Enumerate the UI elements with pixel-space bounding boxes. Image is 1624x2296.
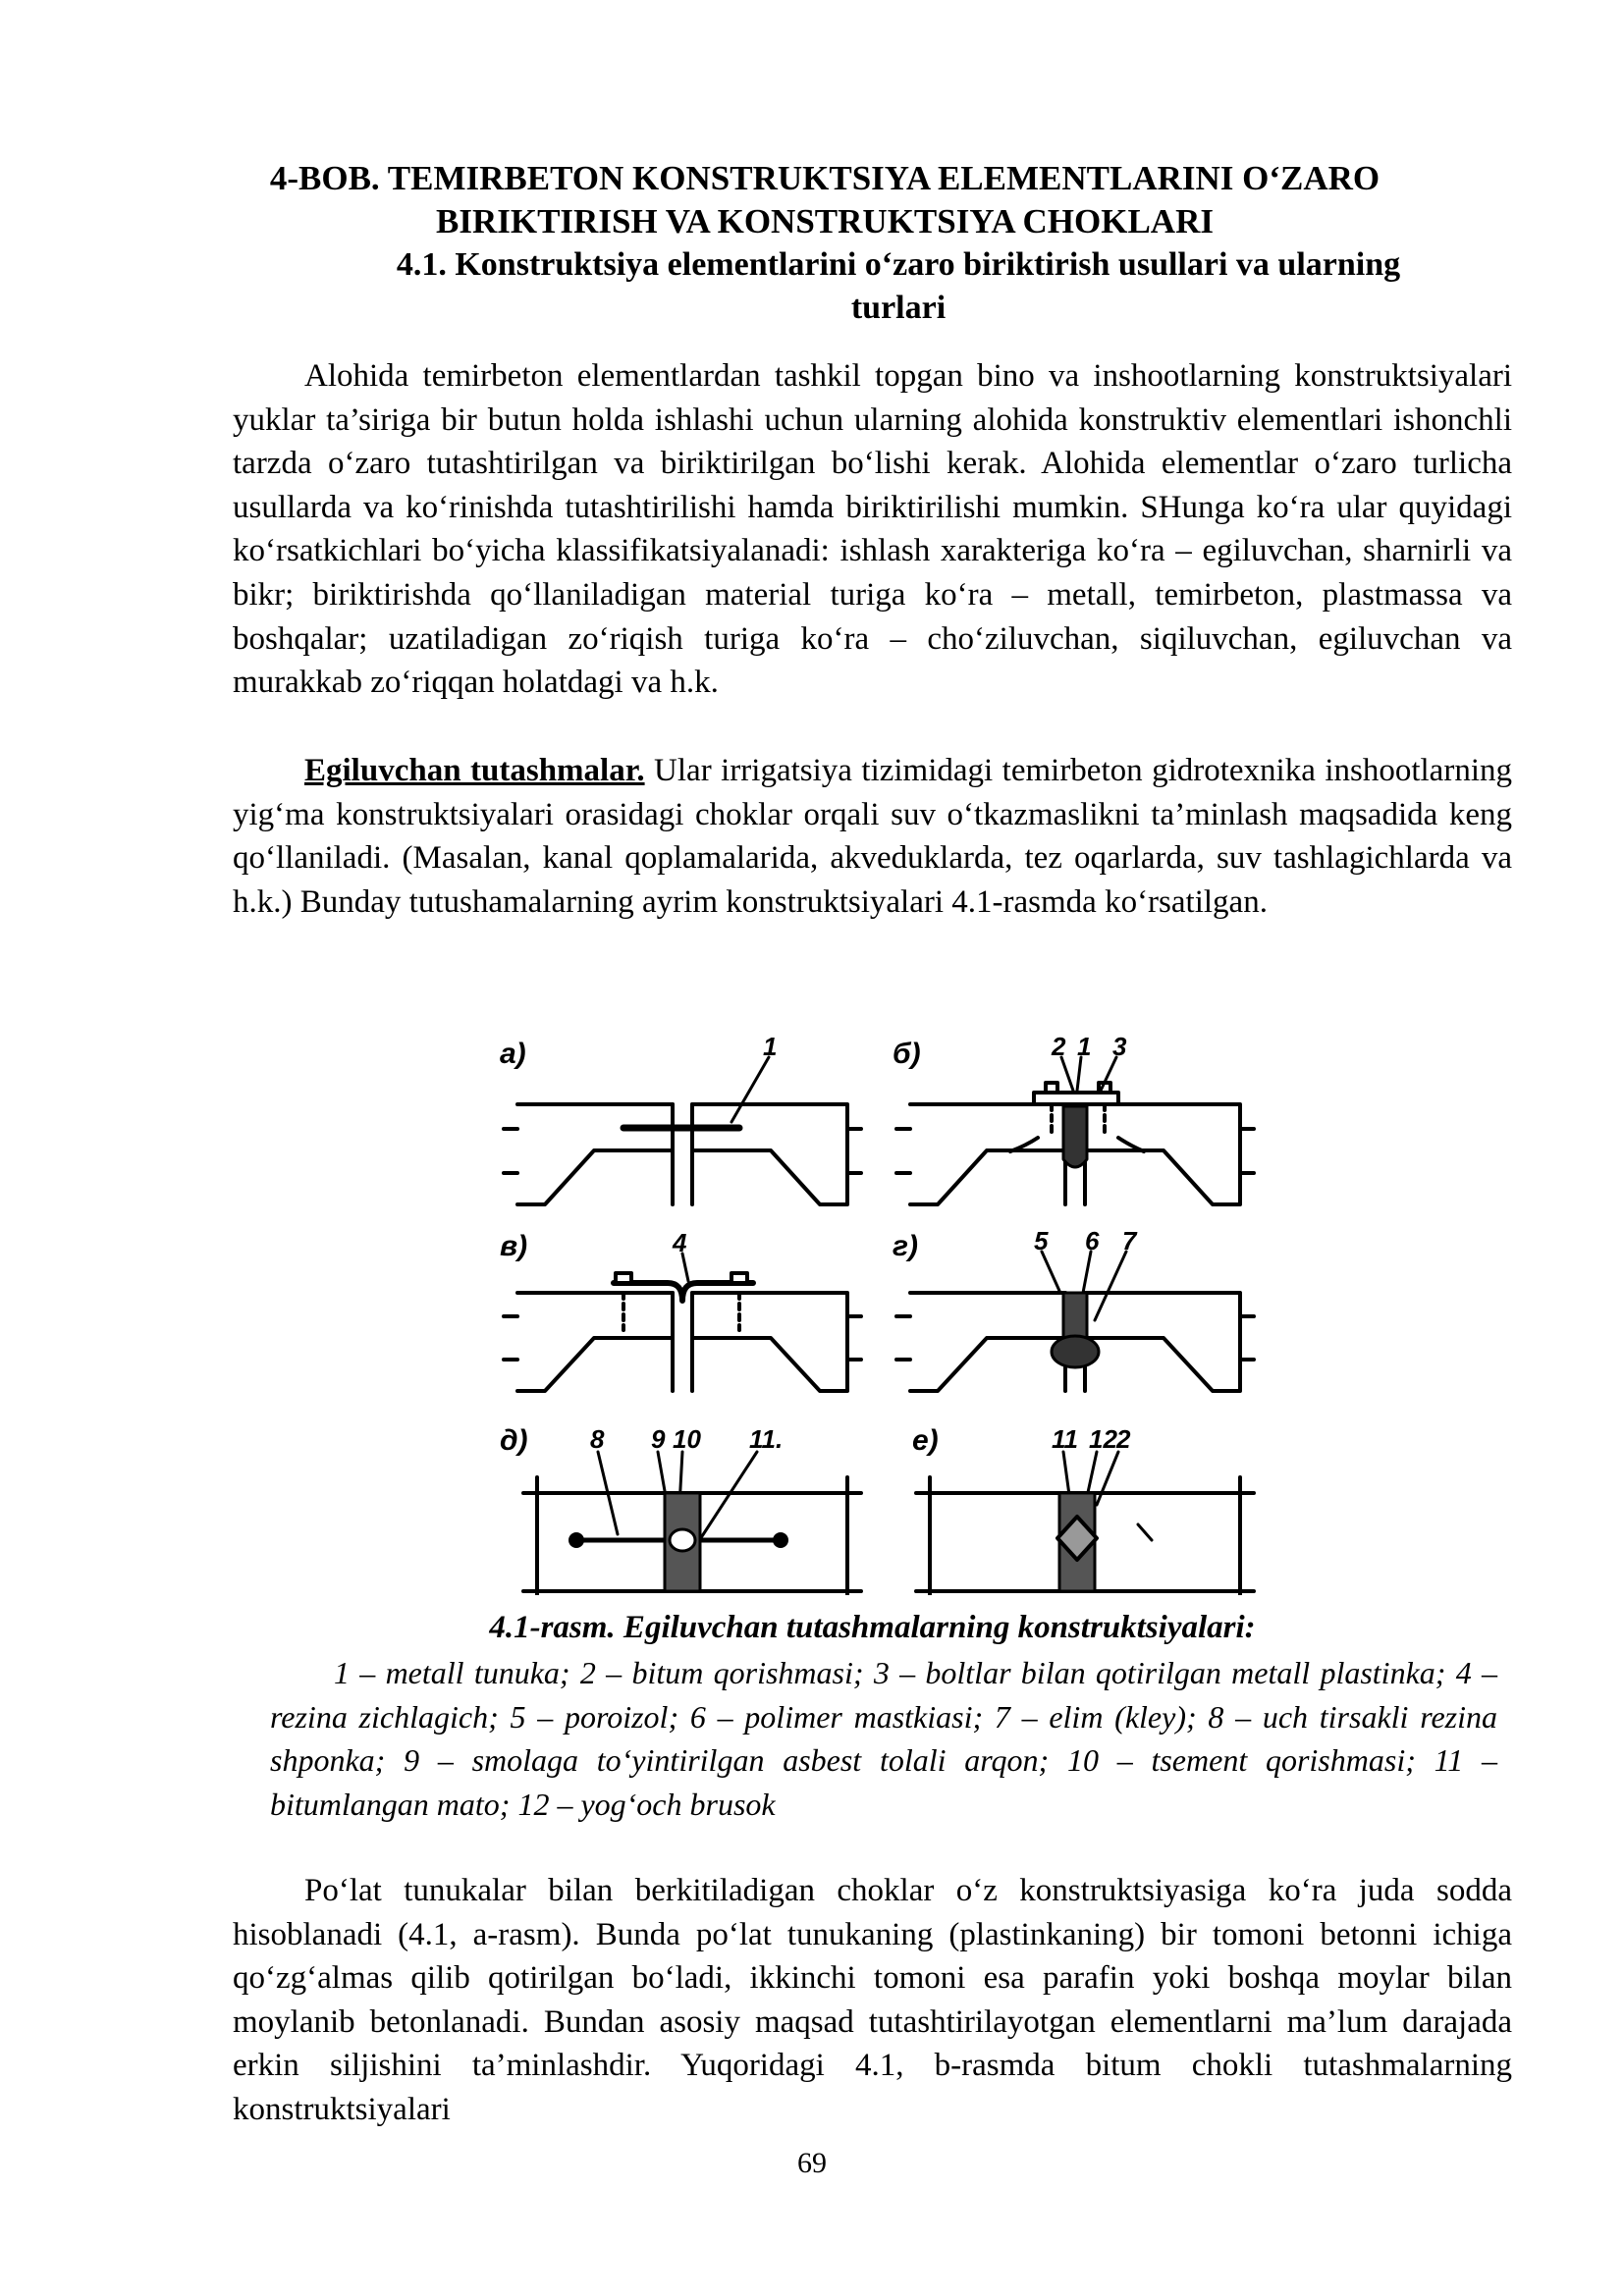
label-a: a) xyxy=(500,1038,526,1070)
num-d8: 8 xyxy=(590,1424,605,1454)
label-e: e) xyxy=(912,1424,939,1457)
chapter-title-line-2: BIRIKTIRISH VA KONSTRUKTSIYA CHOKLARI xyxy=(436,202,1214,240)
num-g7: 7 xyxy=(1122,1226,1137,1255)
figure-caption-legend: 1 – metall tunuka; 2 – bitum qorishmasi; 3 – boltlar bilan qotirilgan metall plastinka; 4 – rezina zichlagich; 5 – poroizol; 6 – polimer mastkiasi; 7 – elim (kley); 8 – uch tirsakli rezina shponka; 9 – smolaga to‘yintirilgan asbest tolali arqon; 10 – tsement qorishmasi; 11 – bitumlangan mato; 12 – yog‘och brusok xyxy=(270,1655,1497,1822)
num-b1: 1 xyxy=(1077,1036,1092,1061)
num-v4: 4 xyxy=(673,1228,687,1257)
label-d: д) xyxy=(500,1424,528,1457)
num-d9: 9 xyxy=(651,1424,666,1454)
label-b: б) xyxy=(893,1038,921,1070)
num-d11: 11. xyxy=(749,1424,784,1454)
num-b2: 2 xyxy=(1052,1036,1066,1061)
section-title-line-2: turlari xyxy=(850,290,947,326)
paragraph-intro: Alohida temirbeton elementlardan tashkil topgan bino va inshootlarning konstruktsiyalari yuklar ta’siriga bir butun holda ishlashi uchun ularning alohida konstruktiv elementlari ishonchli tarzda o‘zaro tutashtirilgan va biriktirilgan bo‘lishi kerak. Alohida elementlar o‘zaro turlicha usullarda va ko‘rinishda tutashtirilishi hamda biriktirilishi mumkin. SHunga ko‘ra ular quyidagi ko‘rsatkichlari bo‘yicha klassifikatsiyalanadi: ishlash xarakteriga ko‘ra – egiluvchan, sharnirli va bikr; biriktirishda qo‘llaniladigan material turiga ko‘ra – metall, temirbeton, plastmassa va boshqalar; uzatiladigan zo‘riqish turiga ko‘ra – cho‘ziluvchan, siqiluvchan, egiluvchan va murakkab zo‘riqqan holatdagi va h.k. xyxy=(233,358,1512,701)
num-g6: 6 xyxy=(1085,1226,1100,1255)
figure-caption-title: 4.1-rasm. Egiluvchan tutashmalarning konstruktsiyalari: xyxy=(489,1610,1256,1645)
num-g5: 5 xyxy=(1034,1226,1049,1255)
page-number: 69 xyxy=(797,2147,827,2179)
paragraph-flexible-joints xyxy=(233,749,1512,924)
paragraph-steel-plate-joints: Po‘lat tunukalar bilan berkitiladigan choklar o‘z konstruktsiyasiga ko‘ra juda sodda hisoblanadi (4.1, a-rasm). Bunda po‘lat tunukaning (plastinkaning) bir tomoni betonni ichiga qo‘zg‘almas qilib qotirilgan bo‘ladi, ikkinchi tomoni esa parafin yoki boshqa moylar bilan moylanib betonlanadi. Bundan asosiy maqsad tutashtirilayotgan elementlarni ma’lum darajada erkin siljishini ta’minlashdir. Yuqoridagi 4.1, b-rasmda bitum chokli tutashmalarning konstruktsiyalari xyxy=(233,1873,1512,2127)
num-b3: 3 xyxy=(1112,1036,1127,1061)
num-e12: 12 xyxy=(1089,1424,1117,1454)
num-a1: 1 xyxy=(763,1036,778,1061)
label-g: г) xyxy=(893,1230,919,1262)
label-v: в) xyxy=(500,1230,528,1262)
figure-joint-constructions xyxy=(496,1036,1262,1595)
num-d10: 10 xyxy=(673,1424,701,1454)
num-e11: 11 xyxy=(1052,1424,1078,1454)
num-e2: 2 xyxy=(1116,1424,1131,1454)
diagram-a-steel-plate-joint xyxy=(504,1057,861,1204)
diagram-v-rubber-seal-joint xyxy=(504,1254,861,1391)
flexible-joints-heading: Egiluvchan tutashmalar. xyxy=(304,753,645,788)
section-title-line-1: 4.1. Konstruktsiya elementlarini o‘zaro biriktirish usullari va ularning xyxy=(396,246,1401,283)
chapter-title-line-1: 4-BOB. TEMIRBETON KONSTRUKTSIYA ELEMENTLARINI O‘ZARO xyxy=(269,159,1380,197)
flexible-joints-text: Ular irrigatsiya tizimidagi temirbeton gidrotexnika inshootlarning yig‘ma konstruktsiyalari orasidagi choklar orqali suv o‘tkazmaslikni ta’minlash maqsadida keng qo‘llaniladi. (Masalan, kanal qoplamalarida, akveduklarda, tez oqarlarda, suv tashlagichlarda va h.k.) Bunday tutushamalarning ayrim konstruktsiyalari 4.1-rasmda ko‘rsatilgan. xyxy=(233,753,1512,920)
